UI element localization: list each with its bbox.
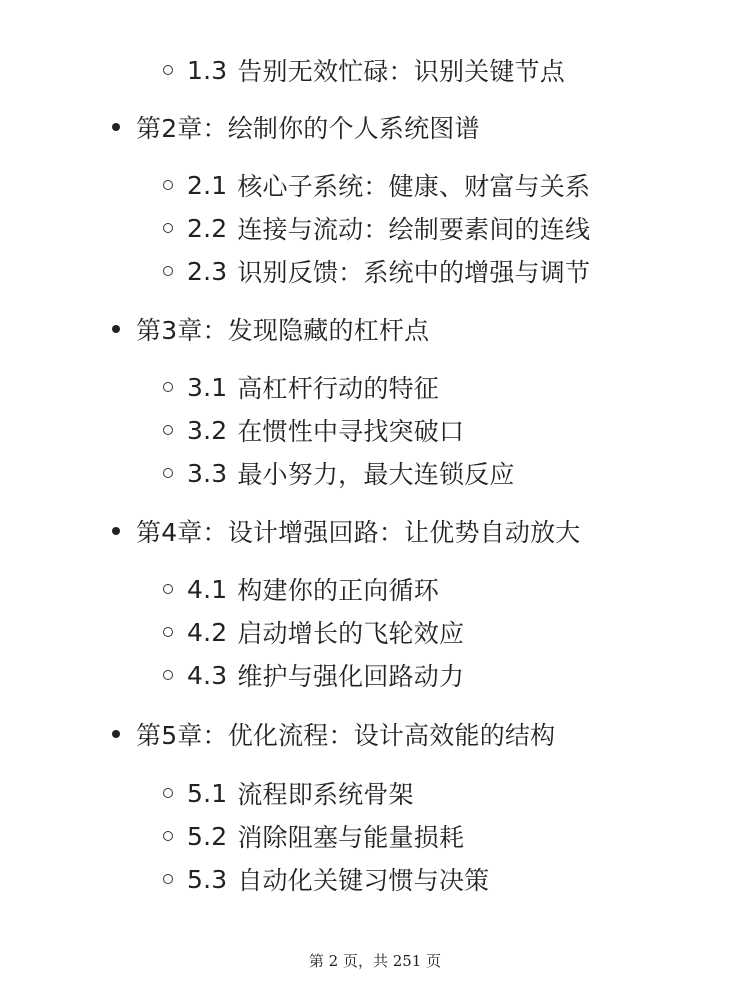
toc-section-2-3 [163,251,590,291]
chapter-title: 第4章：设计增强回路：让优势自动放大 [136,518,581,547]
section-number: 3.3 [187,458,228,488]
section-title: 消除阻塞与能量损耗 [237,823,465,852]
dot-bullet-icon [112,123,120,131]
toc-section-1-3 [163,50,565,90]
section-title: 告别无效忙碌：识别关键节点 [237,57,565,86]
toc-section-3-1 [163,367,439,407]
section-number: 2.3 [187,256,228,286]
section-title: 维护与强化回路动力 [237,662,465,691]
section-number: 5.3 [187,864,228,894]
page-footer: 第 2 页，共 251 页 [308,952,442,970]
section-number: 4.3 [187,660,228,690]
circle-bullet-icon [163,223,173,233]
section-number: 3.2 [187,415,228,445]
dot-bullet-icon [112,730,120,738]
section-title: 启动增长的飞轮效应 [237,619,465,648]
chapter-title: 第5章：优化流程：设计高效能的结构 [136,721,556,750]
toc-chapter-2 [112,107,480,147]
toc-section-5-1 [163,773,414,813]
section-number: 2.1 [187,170,228,200]
toc-chapter-3 [112,309,429,349]
section-title: 流程即系统骨架 [237,780,414,809]
toc-chapter-5 [112,714,555,754]
section-number: 3.1 [187,372,228,402]
toc-section-3-3 [163,453,515,493]
section-title: 构建你的正向循环 [237,576,439,605]
section-number: 4.1 [187,574,228,604]
toc-chapter-4 [112,511,581,551]
toc-section-4-1 [163,569,439,609]
section-title: 核心子系统：健康、财富与关系 [237,172,591,201]
circle-bullet-icon [163,266,173,276]
toc-section-4-3 [163,655,464,695]
circle-bullet-icon [163,65,173,75]
section-title: 自动化关键习惯与决策 [237,866,490,895]
circle-bullet-icon [163,831,173,841]
section-number: 5.2 [187,821,228,851]
section-title: 在惯性中寻找突破口 [237,417,465,446]
chapter-title: 第2章：绘制你的个人系统图谱 [136,114,480,143]
section-title: 连接与流动：绘制要素间的连线 [237,215,591,244]
circle-bullet-icon [163,468,173,478]
circle-bullet-icon [163,584,173,594]
section-number: 1.3 [187,55,228,85]
chapter-title: 第3章：发现隐藏的杠杆点 [136,316,430,345]
toc-section-2-1 [163,165,590,205]
circle-bullet-icon [163,627,173,637]
toc-section-2-2 [163,208,590,248]
toc-section-5-3 [163,859,489,899]
section-number: 2.2 [187,213,228,243]
dot-bullet-icon [112,325,120,333]
toc-section-5-2 [163,816,464,856]
circle-bullet-icon [163,670,173,680]
toc-section-4-2 [163,612,464,652]
section-title: 最小努力，最大连锁反应 [237,460,515,489]
dot-bullet-icon [112,527,120,535]
circle-bullet-icon [163,788,173,798]
section-number: 4.2 [187,617,228,647]
circle-bullet-icon [163,180,173,190]
section-number: 5.1 [187,778,228,808]
toc-section-3-2 [163,410,464,450]
circle-bullet-icon [163,425,173,435]
section-title: 高杠杆行动的特征 [237,374,439,403]
circle-bullet-icon [163,874,173,884]
circle-bullet-icon [163,382,173,392]
section-title: 识别反馈：系统中的增强与调节 [237,258,591,287]
